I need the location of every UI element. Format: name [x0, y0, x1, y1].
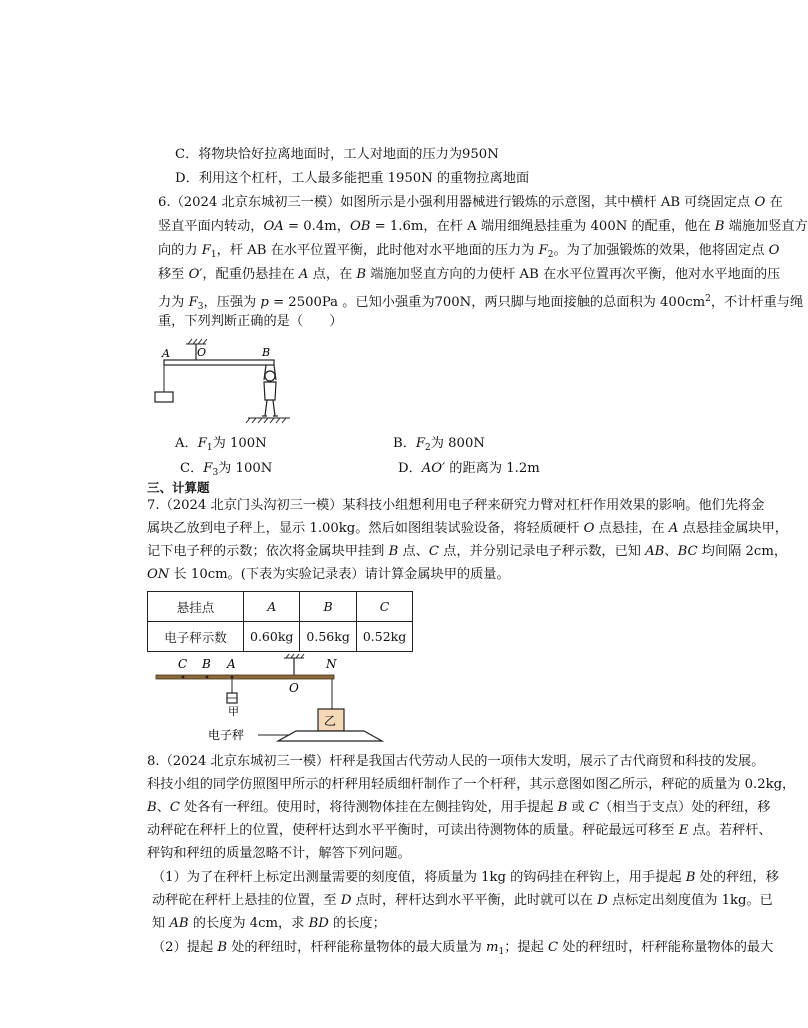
- q7-lever-figure: [150, 655, 390, 745]
- q7-label-scale: 电子秤: [208, 728, 245, 742]
- table-row: [148, 592, 413, 622]
- q6-option-c: C．$F_3$为 100N: [180, 461, 273, 478]
- q6-ground-hatch: [246, 418, 290, 423]
- q8-line-6: （1）为了在秤杆上标定出测量需要的刻度值，将质量为 1kg 的钩码挂在秤钩上，用手提起 B 处的秤纽，移: [152, 870, 779, 885]
- q7-line-2: 属块乙放到电子秤上，显示 1.00kg。然后如图组装试验设备，将轻质硬杆 O 点悬挂，在 A 点悬挂金属块甲，: [147, 521, 788, 536]
- q7-label-yi: 乙: [324, 714, 337, 728]
- q7-label-b: B: [202, 657, 211, 671]
- q7-label-jia: 甲: [228, 705, 239, 718]
- table-header-cell: B: [300, 592, 356, 622]
- q6-ceiling-hatch: [186, 339, 207, 344]
- section-heading: 三、计算题: [147, 480, 210, 495]
- q6-label-o: O: [197, 346, 207, 359]
- q8-line-5: 秤钩和秤纽的质量忽略不计，解答下列问题。: [147, 846, 411, 861]
- q6-option-d: D．AO′ 的距离为 1.2m: [398, 461, 540, 476]
- q6-line-6: 重，下列判断正确的是（ ）: [158, 314, 343, 329]
- table-header-cell: A: [244, 592, 300, 622]
- q5-option-d: D．利用这个杠杆，工人最多能把重 1950N 的重物拉离地面: [175, 171, 530, 186]
- q6-line-4: 移至 O′，配重仍悬挂在 A 点，在 B 端施加竖直方向的力使杆 AB 在水平位置再次平衡，他对水平地面的压: [158, 267, 781, 282]
- q7-point-b: [206, 676, 209, 679]
- q8-line-8: 知 AB 的长度为 4cm，求 BD 的长度；: [152, 916, 386, 931]
- table-cell: 电子秤示数: [148, 622, 244, 652]
- q6-person-figure: [262, 365, 278, 416]
- q7-label-c: C: [178, 657, 188, 671]
- table-cell: 0.52kg: [356, 622, 412, 652]
- q7-line-3: 记下电子秤的示数；依次将金属块甲挂到 B 点、C 点，并分别记录电子秤示数，已知 AB、BC 均间隔 2cm，: [147, 544, 788, 559]
- q6-line-3: 向的力 $F_1$，杆 AB 在水平位置平衡，此时他对水平地面的压力为 $F_2$。为了加强锻炼的效果，他将固定点 O: [158, 243, 780, 260]
- table-cell: 0.60kg: [244, 622, 300, 652]
- q7-label-o: O: [289, 681, 299, 695]
- q8-line-7: 动秤砣在秤杆上悬挂的位置，至 D 点时，秤杆达到水平平衡，此时就可以在 D 点标定出刻度值为 1kg。已: [152, 893, 773, 908]
- q6-label-b: B: [262, 346, 271, 359]
- q7-label-n: N: [326, 657, 337, 671]
- q6-option-b: B．$F_2$为 800N: [393, 436, 485, 453]
- table-header-cell: 悬挂点: [148, 592, 244, 622]
- table-row: [148, 622, 413, 652]
- q7-electronic-scale: [278, 731, 382, 741]
- q7-record-table: [147, 591, 413, 652]
- q7-point-c: [182, 676, 185, 679]
- q8-line-1: 8.（2024 北京东城初三一模）杆秤是我国古代劳动人民的一项伟大发明，展示了古代商贸和科技的发展。: [147, 754, 765, 769]
- q7-line-4: ON 长 10cm。(下表为实验记录表）请计算金属块甲的质量。: [147, 567, 510, 582]
- q7-point-a: [231, 676, 234, 679]
- q6-label-a: A: [162, 347, 170, 360]
- q6-option-a: A．$F_1$为 100N: [175, 436, 267, 453]
- q8-line-9: （2）提起 B 处的秤纽时，杆秤能称量物体的最大质量为 $m_1$；提起 C 处的秤纽时，杆秤能称量物体的最大: [152, 940, 774, 957]
- q7-label-a: A: [227, 657, 236, 671]
- q6-counterweight: [155, 392, 173, 402]
- q8-line-4: 动秤砣在秤杆上的位置，使秤杆达到水平平衡时，可读出待测物体的质量。秤砣最远可移至 E 点。若秤杆、: [147, 823, 772, 838]
- q5-option-c: C．将物块恰好拉离地面时，工人对地面的压力为950N: [175, 147, 499, 162]
- q6-lever-figure: [150, 338, 300, 428]
- q8-line-2: 科技小组的同学仿照图甲所示的杆秤用轻质细杆制作了一个杆秤，其示意图如图乙所示，秤砣的质量为 0.2kg，: [147, 777, 796, 792]
- table-cell: 0.56kg: [300, 622, 356, 652]
- q6-bar-ab: [164, 360, 274, 365]
- table-header-cell: C: [356, 592, 412, 622]
- q7-ceiling-hatch: [284, 654, 304, 658]
- q6-line-5: 力为 $F_3$，压强为 p = 2500Pa 。已知小强重为700N，两只脚与地面接触的总面积为 $400cm^2$，不计杆重与绳: [158, 294, 804, 312]
- q6-line-1: 6.（2024 北京东城初三一模）如图所示是小强利用器械进行锻炼的示意图，其中横杆 AB 可绕固定点 O 在: [158, 195, 783, 210]
- q7-line-1: 7.（2024 北京门头沟初三一模）某科技小组想利用电子秤来研究力臂对杠杆作用效果的影响。他们先将金: [147, 498, 765, 513]
- q8-line-3: B、C 处各有一秤纽。使用时，将待测物体挂在左侧挂钩处，用手提起 B 或 C（相当于支点）处的秤纽，移: [147, 800, 771, 815]
- q6-line-2: 竖直平面内转动，OA = 0.4m，OB = 1.6m，在杆 A 端用细绳悬挂重为 400N 的配重，他在 B 端施加竖直方: [158, 219, 808, 234]
